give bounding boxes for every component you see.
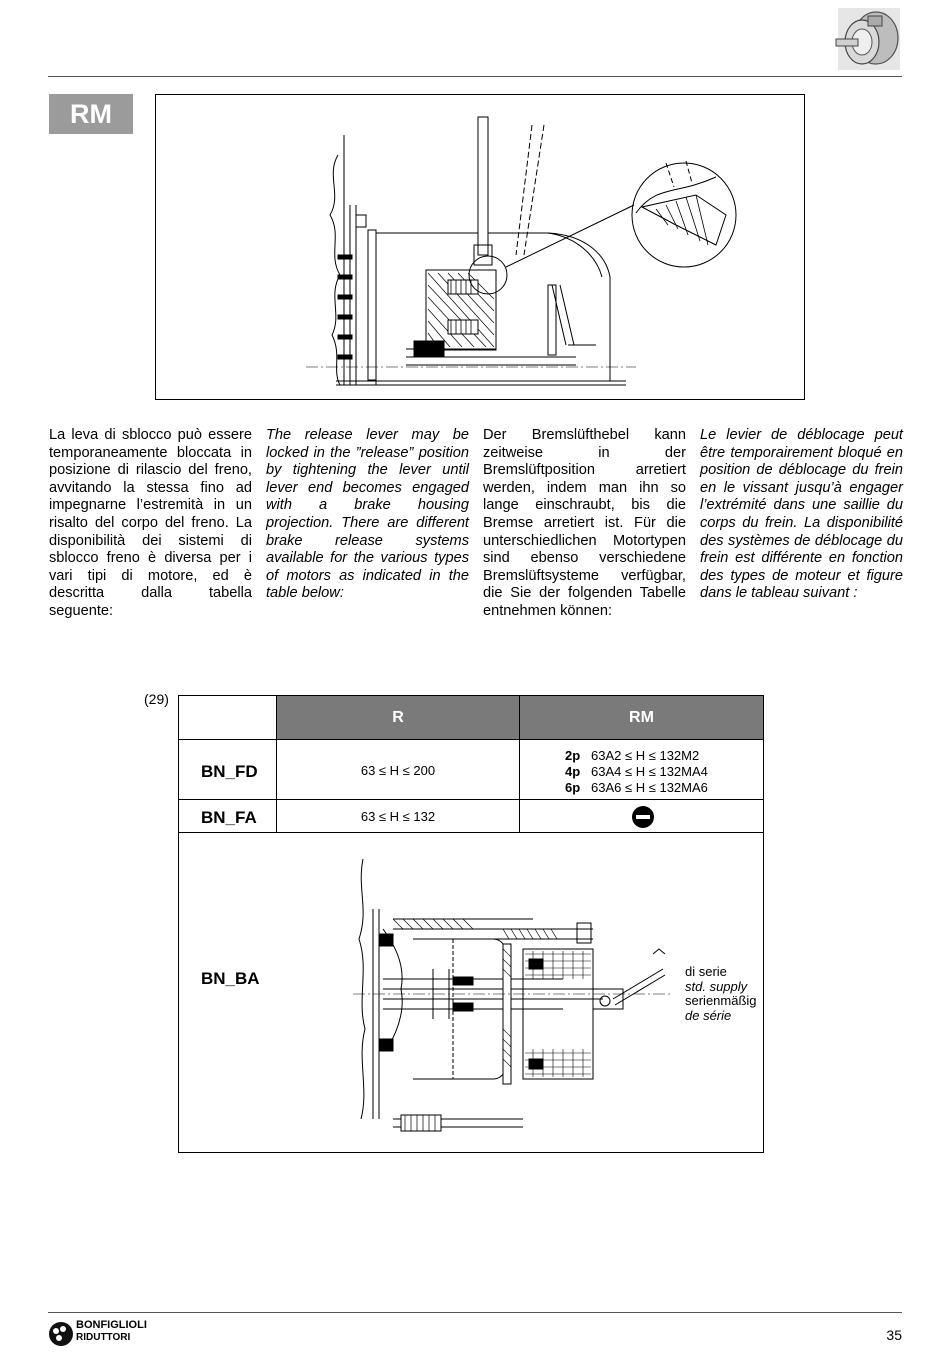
row-label-bn-fd: BN_FD xyxy=(201,762,258,781)
cell-bn-fd-rm xyxy=(565,748,708,796)
paragraph-en: The release lever may be locked in the ”release” position by tightening the lever until lever end becomes engaged with a brake housing projection. There are different brake release systems available for the various types of motors as indicated in the table below: xyxy=(266,427,469,602)
rm-range-2p: 2p 63A2 ≤ H ≤ 132M2 xyxy=(565,748,700,763)
brand-logo xyxy=(48,1319,158,1349)
note-it: di serie xyxy=(685,964,727,979)
note-fr: de série xyxy=(685,1007,732,1023)
table-number: (29) xyxy=(144,691,169,707)
row-label-bn-fa: BN_FA xyxy=(201,808,257,827)
grid-line xyxy=(179,739,763,740)
paragraph-fr: Le levier de déblocage peut être temporairement bloqué en position de déblocage du frein en le vissant jusqu’à engager l’extrémité dans une saillie du corps du frein. La disponibilité des systèmes de déblocage du frein est différente en fonction des types de moteur et figure dans le tableau suivant : xyxy=(700,427,903,602)
note-en: std. supply xyxy=(685,978,748,994)
cell-bn-fd-r: 63 ≤ H ≤ 200 xyxy=(360,763,436,778)
note-de: serienmäßig xyxy=(685,993,757,1008)
standard-supply-note xyxy=(685,965,757,1023)
brake-lever-drawing xyxy=(155,94,805,400)
brand-name: BONFIGLIOLI xyxy=(76,1319,147,1331)
rm-range-6p: 6p 63A6 ≤ H ≤ 132MA6 xyxy=(565,780,708,795)
page-number: 35 xyxy=(886,1327,902,1343)
column-header-r: R xyxy=(277,696,519,739)
column-header-rm: RM xyxy=(520,696,763,739)
cell-bn-fa-r: 63 ≤ H ≤ 132 xyxy=(360,809,436,824)
not-available-icon xyxy=(632,806,654,828)
row-label-bn-ba: BN_BA xyxy=(201,969,260,988)
grid-line xyxy=(519,696,520,832)
brake-release-table xyxy=(178,695,764,1153)
bn-ba-brake-drawing xyxy=(353,849,693,1149)
brand-subtitle: RIDUTTORI xyxy=(76,1332,131,1343)
paragraph-it: La leva di sblocco può essere temporaneamente bloccata in posizione di rilascio del freno, avvitando la stessa fino ad impegnarne l’estremità in un risalto del corpo del freno. La disponibilità dei sistemi di sblocco freno è diversa per i vari tipi di motore, ed è descritta dalla tabella seguente: xyxy=(49,427,252,619)
paragraph-de: Der Bremslüfthebel kann zeitweise in der Bremslüftposition arretiert werden, indem man ihn so lange einschraubt, bis die Bremse arretiert ist. Für die unterschiedlichen Motortypen sind ebenso verschiedene Bremslüftsysteme verfügbar, die Sie der folgenden Tabelle entnehmen können: xyxy=(483,427,686,619)
top-rule xyxy=(48,76,902,77)
motor-icon xyxy=(828,4,902,70)
grid-line xyxy=(179,799,763,800)
rm-range-4p: 4p 63A4 ≤ H ≤ 132MA4 xyxy=(565,764,708,779)
grid-line xyxy=(179,832,763,833)
section-badge: RM xyxy=(49,94,133,134)
bottom-rule xyxy=(48,1312,902,1313)
